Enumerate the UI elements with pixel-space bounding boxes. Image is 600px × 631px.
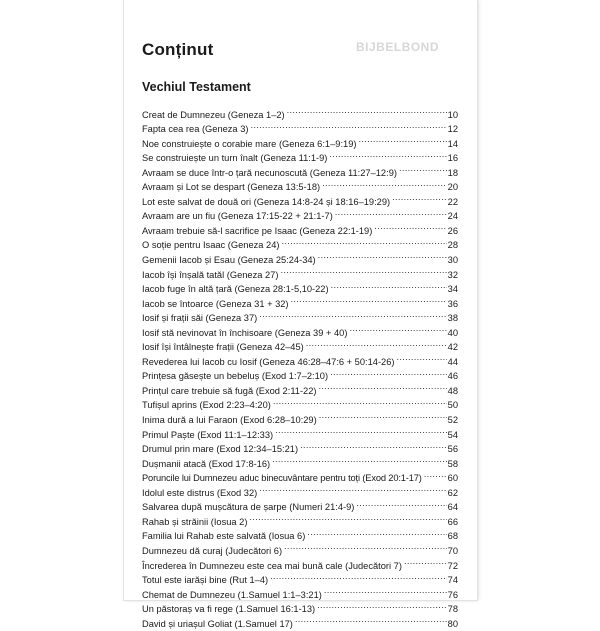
toc-entry-title: Dumnezeu dă curaj (Judecători 6): [142, 545, 283, 556]
toc-entry-title: Chemat de Dumnezeu (1.Samuel 1:1–3:21): [142, 589, 322, 600]
toc-entry-title: Iacob fuge în altă țară (Geneza 28:1-5,10-22): [142, 284, 329, 295]
toc-entry-page: 16: [447, 153, 458, 164]
toc-dot-leader: [284, 539, 447, 554]
toc-dot-leader: [396, 350, 446, 365]
toc-entry-title: Avraam trebuie să-l sacrifice pe Isaac (Geneza 22:1-19): [142, 225, 373, 236]
toc-entry-title: Încrederea în Dumnezeu este cea mai bună cale (Judecători 7): [142, 560, 402, 571]
toc-entry-page: 26: [447, 225, 458, 236]
toc-entry-page: 22: [447, 196, 458, 207]
toc-dot-leader: [318, 248, 447, 263]
toc-entry-page: 40: [447, 327, 458, 338]
toc-dot-leader: [404, 554, 447, 569]
toc-entry-page: 28: [447, 240, 458, 251]
toc-dot-leader: [287, 103, 447, 118]
toc-entry-title: Fapta cea rea (Geneza 3): [142, 124, 249, 135]
toc-entry-page: 62: [447, 487, 458, 498]
toc-entry-title: Tufișul aprins (Exod 2:23–4:20): [142, 400, 271, 411]
toc-dot-leader: [280, 263, 446, 278]
toc-entry-title: Inima dură a lui Faraon (Exod 6:28–10:29): [142, 415, 317, 426]
toc-entry-title: Prințul care trebuie să fugă (Exod 2:11-22): [142, 385, 317, 396]
toc-entry-page: 80: [447, 618, 458, 629]
toc-entry-page: 70: [447, 545, 458, 556]
toc-entry-page: 10: [447, 109, 458, 120]
toc-entry-page: 24: [447, 211, 458, 222]
toc-dot-leader: [349, 321, 446, 336]
toc-dot-leader: [270, 569, 447, 584]
toc-entry-title: Un păstoraș va fi rege (1.Samuel 16:1-13): [142, 604, 316, 615]
toc-entry-title: Primul Paște (Exod 11:1–12:33): [142, 429, 274, 440]
toc-entry-page: 34: [447, 284, 458, 295]
toc-dot-leader: [319, 408, 447, 423]
toc-dot-leader: [295, 612, 447, 627]
toc-entry-page: 20: [447, 182, 458, 193]
toc-entry-title: Lot este salvat de două ori (Geneza 14:8-24 și 18:16–19:29): [142, 196, 391, 207]
toc-dot-leader: [356, 496, 446, 511]
toc-entry-page: 48: [447, 385, 458, 396]
toc-entry-title: Revederea lui Iacob cu Iosif (Geneza 46:28–47:6 + 50:14-26): [142, 356, 395, 367]
toc-dot-leader: [424, 467, 447, 482]
toc-entry-page: 64: [447, 502, 458, 513]
toc-entry-page: 58: [447, 458, 458, 469]
toc-dot-leader: [306, 336, 447, 351]
toc-dot-leader: [259, 481, 446, 496]
toc-entry-page: 54: [447, 429, 458, 440]
toc-entry-title: O soție pentru Isaac (Geneza 24): [142, 240, 280, 251]
toc-dot-leader: [358, 132, 446, 147]
toc-entry-title: Avraam are un fiu (Geneza 17:15-22 + 21:1-7): [142, 211, 333, 222]
toc-dot-leader: [331, 278, 447, 293]
toc-entry-page: 44: [447, 356, 458, 367]
toc-entry-title: Familia lui Rahab este salvată (Iosua 6): [142, 531, 306, 542]
toc-entry-page: 56: [447, 444, 458, 455]
toc-dot-leader: [250, 118, 446, 133]
toc-entry-page: 36: [447, 298, 458, 309]
toc-dot-leader: [307, 525, 446, 540]
toc-entry-title: Noe construiește o corabie mare (Geneza 6:1–9:19): [142, 138, 357, 149]
table-of-contents: [142, 103, 458, 627]
toc-dot-leader: [399, 161, 447, 176]
toc-dot-leader: [259, 307, 446, 322]
toc-entry-title: Prințesa găsește un bebeluș (Exod 1:7–2:10): [142, 371, 329, 382]
toc-dot-leader: [272, 452, 447, 467]
toc-entry-title: Salvarea după mușcătura de șarpe (Numeri 21:4-9): [142, 502, 355, 513]
toc-entry-page: 46: [447, 371, 458, 382]
toc-entry-page: 14: [447, 138, 458, 149]
toc-entry-title: David și uriașul Goliat (1.Samuel 17): [142, 618, 293, 629]
toc-entry-page: 68: [447, 531, 458, 542]
section-heading: Vechiul Testament: [142, 80, 251, 94]
page-title: Conținut: [142, 40, 214, 59]
book-page: [124, 0, 477, 629]
toc-entry-title: Idolul este distrus (Exod 32): [142, 487, 258, 498]
toc-entry-page: 52: [447, 415, 458, 426]
toc-entry-page: 74: [447, 575, 458, 586]
toc-dot-leader: [291, 292, 447, 307]
toc-entry-page: 66: [447, 516, 458, 527]
watermark: BIJBELBOND: [356, 40, 440, 54]
toc-entry-title: Gemenii Iacob și Esau (Geneza 25:24-34): [142, 255, 316, 266]
toc-dot-leader: [275, 423, 447, 438]
toc-dot-leader: [330, 365, 447, 380]
toc-entry-title: Iosif își întâlnește frații (Geneza 42–45): [142, 342, 304, 353]
toc-dot-leader: [300, 438, 447, 453]
toc-dot-leader: [249, 510, 446, 525]
toc-entry-page: 18: [447, 167, 458, 178]
toc-entry-page: 12: [447, 124, 458, 135]
toc-entry-title: Se construiește un turn înalt (Geneza 11:1-9): [142, 153, 328, 164]
toc-entry-title: Avraam și Lot se despart (Geneza 13:5-18): [142, 182, 321, 193]
toc-entry-title: Creat de Dumnezeu (Geneza 1–2): [142, 109, 285, 120]
toc-entry-page: 72: [447, 560, 458, 571]
toc-entry-page: 60: [447, 473, 458, 484]
toc-entry-title: Poruncile lui Dumnezeu aduc binecuvântare pentru toți (Exod 20:1-17): [142, 473, 422, 484]
toc-entry: [142, 103, 458, 118]
toc-entry-title: Iosif și frații săi (Geneza 37): [142, 313, 258, 324]
toc-dot-leader: [324, 583, 447, 598]
toc-entry-title: Iacob se întoarce (Geneza 31 + 32): [142, 298, 289, 309]
toc-dot-leader: [335, 205, 447, 220]
toc-dot-leader: [273, 394, 447, 409]
toc-dot-leader: [281, 234, 446, 249]
toc-entry-page: 42: [447, 342, 458, 353]
toc-entry-page: 50: [447, 400, 458, 411]
toc-entry-page: 76: [447, 589, 458, 600]
toc-dot-leader: [319, 379, 447, 394]
toc-entry-title: Rahab și străinii (Iosua 2): [142, 516, 248, 527]
toc-dot-leader: [329, 147, 446, 162]
toc-entry-title: Dușmanii atacă (Exod 17:8-16): [142, 458, 271, 469]
toc-entry-title: Iacob își înșală tatăl (Geneza 27): [142, 269, 279, 280]
toc-entry-page: 30: [447, 255, 458, 266]
toc-entry-title: Iosif stă nevinovat în închisoare (Geneza 39 + 40): [142, 327, 348, 338]
toc-entry-title: Avraam se duce într-o țară necunoscută (Geneza 11:27–12:9): [142, 167, 397, 178]
toc-entry-title: Drumul prin mare (Exod 12:34–15:21): [142, 444, 299, 455]
toc-dot-leader: [392, 190, 447, 205]
toc-entry-page: 38: [447, 313, 458, 324]
toc-entry-page: 78: [447, 604, 458, 615]
toc-entry-page: 32: [447, 269, 458, 280]
toc-dot-leader: [374, 219, 446, 234]
toc-dot-leader: [322, 176, 447, 191]
toc-entry-title: Totul este iarăși bine (Rut 1–4): [142, 575, 269, 586]
